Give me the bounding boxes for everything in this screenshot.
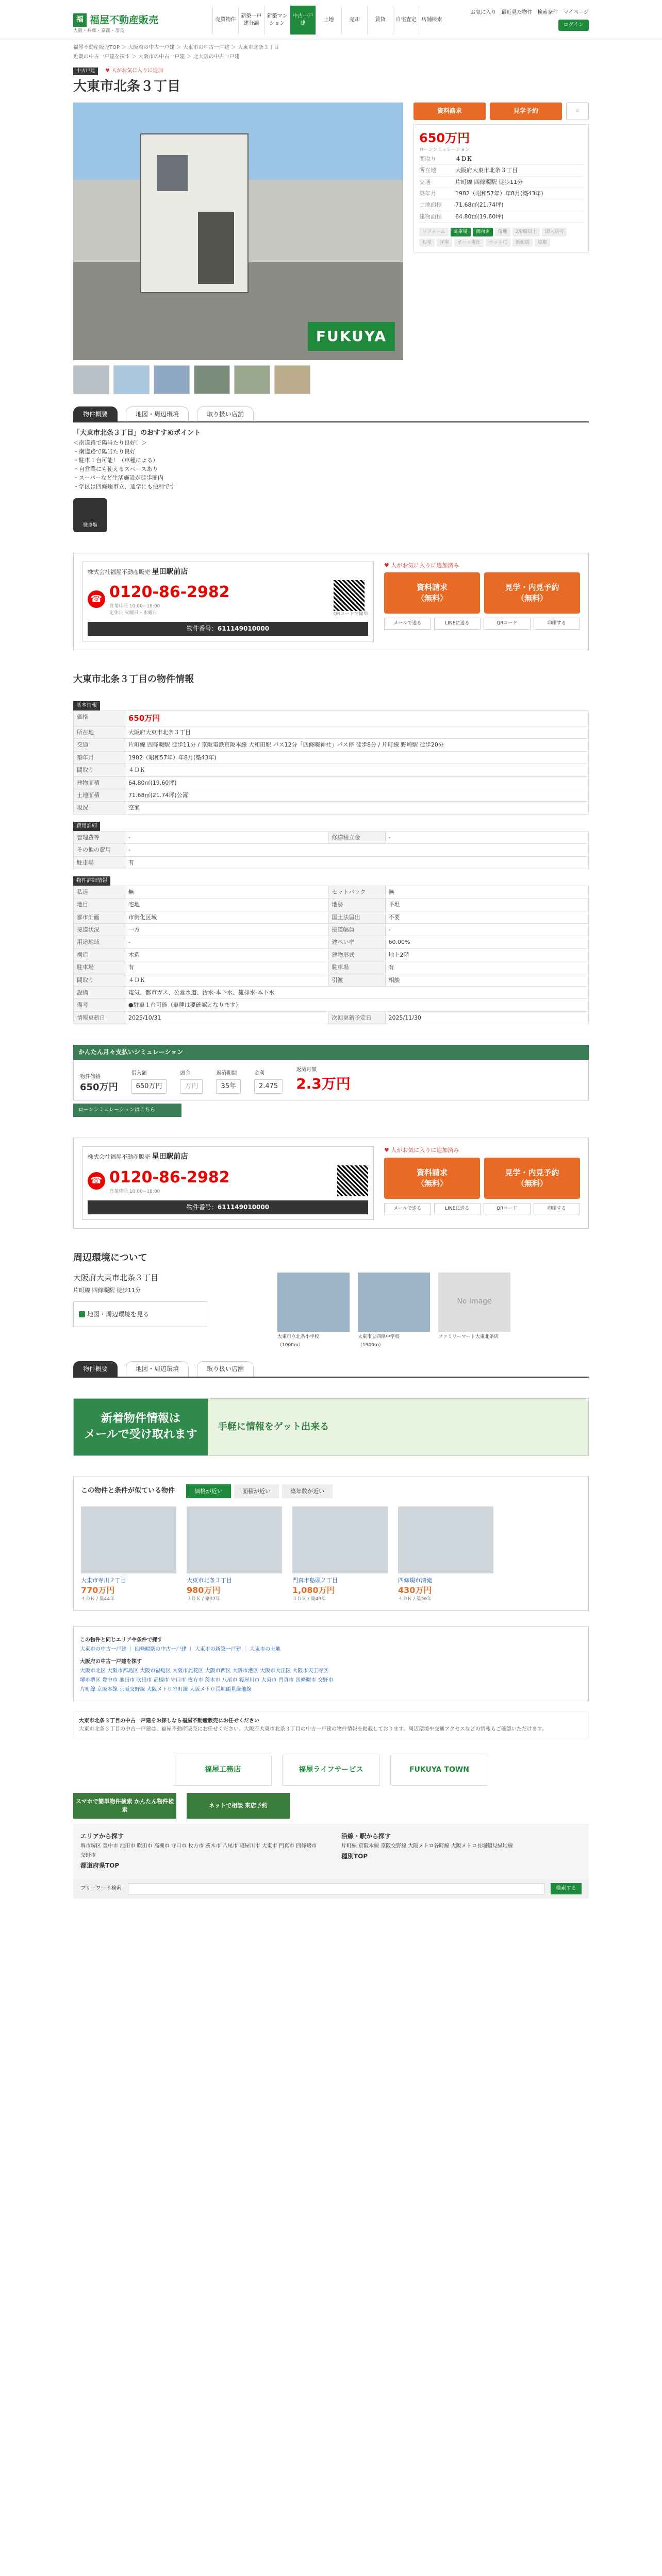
point-line: ・スーパーなど生活施設が徒歩圏内 <box>73 474 163 481</box>
nav-item-active[interactable]: 中古一戸建 <box>290 6 316 35</box>
green-banner[interactable]: ネットで相談 来店予約 <box>187 1793 290 1819</box>
tab-age[interactable]: 築年数が近い <box>282 1484 333 1498</box>
thumbnail[interactable] <box>234 365 270 394</box>
about-title: 大東市北条３丁目の中古一戸建をお探しなら福屋不動産販売にお任せください <box>79 1718 259 1724</box>
tab-map[interactable]: 地図・周辺環境 <box>126 406 189 422</box>
summary-value: 1982（昭和57年）年8月(築43年) <box>455 190 543 197</box>
loan-sim-link[interactable]: ローンシミュレーション <box>419 147 470 153</box>
detail-table <box>73 886 589 1024</box>
breadcrumb-secondary[interactable]: 近畿の中古一戸建を探す ＞ 大阪市の中古一戸建 ＞ 北大阪の中古一戸建 <box>73 54 240 60</box>
link-line[interactable]: 大阪市北区 大阪市都島区 大阪市福島区 大阪市此花区 大阪市西区 大阪市港区 大阪市大正区 大阪市天王寺区 <box>80 1668 329 1674</box>
thumbnail[interactable] <box>154 365 190 394</box>
spot-name: ファミリーマート大東北条店 <box>438 1334 499 1340</box>
breadcrumb[interactable]: 福屋不動産販売TOP ＞ 大阪府の中古一戸建 ＞ 大東市の中古一戸建 ＞ 大東市北条３丁目 <box>73 45 279 50</box>
spec-value: 空家 <box>125 802 589 814</box>
phone-icon: ☎ <box>88 590 105 608</box>
card-image <box>292 1506 388 1573</box>
qr-button[interactable]: QRコード <box>484 618 531 630</box>
related-links <box>73 1626 589 1701</box>
line-button[interactable]: LINEに送る <box>434 618 481 630</box>
feature-tag: 駐車場 <box>451 228 471 236</box>
spec-value: 不要 <box>385 911 589 923</box>
fav-note: ♥ 人がお気に入りに追加済み <box>384 1147 459 1154</box>
spec-key: 用途地域 <box>74 936 125 948</box>
spec-key: 所在地 <box>74 726 125 739</box>
spec-key: 交通 <box>74 739 125 751</box>
shop-holiday: 定休日 火曜日・水曜日 <box>109 610 157 616</box>
fnav-title: エリアから探す <box>80 1832 124 1840</box>
spec-key: その他の費用 <box>74 844 125 856</box>
banner-right: 手軽に情報をゲット出来る <box>208 1399 588 1455</box>
property-number-value: 611149010000 <box>217 1203 270 1211</box>
search-input[interactable] <box>128 1883 544 1894</box>
card-image <box>398 1506 493 1573</box>
point-line: ＜南道路で陽当たり良好！＞ <box>73 439 147 446</box>
fav-note-text: 人がお気に入りに追加済み <box>391 1147 459 1154</box>
points-heading: 「大東市北条３丁目」のおすすめポイント <box>73 429 201 437</box>
thumbnail[interactable] <box>194 365 230 394</box>
property-number-value: 611149010000 <box>217 625 270 633</box>
spec-key: 接道状況 <box>74 924 125 936</box>
feature-tag: 角地 <box>495 228 510 236</box>
spec-value: 大阪府大東市北条３丁目 <box>125 726 589 739</box>
summary-value: ４ＤＫ <box>455 155 472 162</box>
spec-value: 宅地 <box>125 899 329 911</box>
point-line: ・学区は四條畷市立、通学にも便利です <box>73 483 175 490</box>
feature-tag: ペット可 <box>486 239 510 247</box>
tab-bar <box>73 406 589 423</box>
spec-key: 駐車場 <box>328 961 385 974</box>
fav-note: ♥ 人がお気に入りに追加済み <box>384 562 459 569</box>
nav-item[interactable]: 土地 <box>316 6 341 35</box>
request-docs-button[interactable]: 資料請求 <box>413 103 486 120</box>
shop-name <box>88 567 368 578</box>
parking-icon <box>73 498 107 532</box>
nav-item[interactable]: 賃貸 <box>367 6 393 35</box>
point-line: ・駐車１台可能！（車種による） <box>73 456 158 464</box>
loan-title: かんたん月々支払いシミュレーション <box>73 1045 589 1060</box>
main-photo[interactable] <box>73 103 403 360</box>
group-banner[interactable]: 福屋工務店 <box>174 1755 272 1786</box>
loan-label: 物件価格 <box>80 1074 101 1080</box>
feature-tag: 和室 <box>419 239 435 247</box>
shop-hours: 営業時間 10:00~18:00 <box>109 1189 160 1194</box>
green-banners <box>73 1793 589 1819</box>
nav-item[interactable]: 新築一戸建分譲 <box>238 6 264 35</box>
loan-label: 金利 <box>254 1071 264 1077</box>
spec-key: 修繕積立金 <box>328 831 385 843</box>
spec-key: 情報更新日 <box>74 1011 125 1024</box>
spec-value: 有 <box>385 961 589 974</box>
loan-label: 頭金 <box>180 1071 191 1077</box>
about-text: 大東市北条３丁目の中古一戸建は、福屋不動産販売にお任せください。大阪府大東市北条３丁目の中古一戸建の物件情報を掲載しております。周辺環境や交通アクセスなどの情報もご確認いただけます。 <box>79 1726 548 1732</box>
tab-shop[interactable]: 取り扱い店舗 <box>197 1361 254 1377</box>
site-logo[interactable] <box>73 13 171 27</box>
card-name[interactable]: 大東市寺川２丁目 <box>81 1577 126 1584</box>
card-detail: ４ＤＫ / 築56年 <box>398 1596 432 1602</box>
shop-name <box>88 1152 368 1162</box>
spot-photo[interactable] <box>277 1273 350 1332</box>
feature-tag: 車庫 <box>535 239 550 247</box>
spec-key: 構造 <box>74 948 125 961</box>
feature-tag: 新耐震 <box>512 239 533 247</box>
shop-label[interactable]: 星田駅前店 <box>152 1153 188 1161</box>
spec-value: 64.80㎡(19.60坪) <box>125 776 589 789</box>
spec-key: 建物面積 <box>74 776 125 789</box>
point-line: ・自営業にも使えるスペースあり <box>73 465 158 472</box>
spec-value: - <box>125 844 589 856</box>
summary-panel <box>413 103 589 394</box>
card-name[interactable]: 四條畷市清滝 <box>398 1577 432 1584</box>
feature-tags <box>419 228 583 247</box>
loan-rate-input[interactable]: 2.475 <box>254 1079 283 1094</box>
spec-key: 設備 <box>74 987 125 999</box>
property-number-label: 物件番号： <box>186 1203 218 1211</box>
fnav-title: 都道府県TOP <box>80 1862 120 1870</box>
loan-down-input[interactable]: 万円 <box>180 1079 203 1094</box>
spec-key: 私道 <box>74 886 125 898</box>
tab-overview[interactable]: 物件概要 <box>73 406 118 422</box>
spec-key: 築年月 <box>74 751 125 764</box>
fnav-title: 種別TOP <box>341 1853 368 1860</box>
spot-no-image: No Image <box>438 1273 510 1332</box>
spot-photo[interactable] <box>358 1273 430 1332</box>
spec-key: 地勢 <box>328 899 385 911</box>
summary-value: 64.80㎡(19.60坪) <box>455 213 504 220</box>
spec-value: ●駐車１台可能（車種は要確認となります） <box>125 999 589 1011</box>
phone-icon: ☎ <box>88 1172 105 1190</box>
nav-item[interactable]: 自宅査定 <box>393 6 419 35</box>
summary-key: 土地面積 <box>419 201 442 209</box>
thumbnail[interactable] <box>274 365 310 394</box>
spec-value: 1982（昭和57年）年8月(築43年) <box>125 751 589 764</box>
spec-value: - <box>125 831 329 843</box>
page-title: 大東市北条３丁目 <box>73 79 181 95</box>
map-icon <box>79 1311 85 1317</box>
favorite-note-text: 人がお気に入りに追加 <box>111 68 163 74</box>
search-label: フリーワード検索 <box>80 1885 122 1891</box>
cost-table <box>73 831 589 869</box>
tab-map[interactable]: 地図・周辺環境 <box>126 1361 189 1377</box>
recent-link[interactable]: 最近見た物件 <box>501 10 533 15</box>
spec-value: 60.00% <box>385 936 589 948</box>
footer-search <box>73 1879 589 1899</box>
site-header <box>0 0 662 40</box>
fav-note-text: 人がお気に入りに追加済み <box>391 562 459 569</box>
print-button[interactable]: 印刷する <box>534 618 581 630</box>
tab-shop[interactable]: 取り扱い店舗 <box>197 406 254 422</box>
group-banner[interactable]: 福屋ライフサービス <box>282 1755 380 1786</box>
spec-value: ４ＤＫ <box>125 974 329 986</box>
card-price: 770万円 <box>81 1585 115 1595</box>
tab-overview[interactable]: 物件概要 <box>73 1361 118 1377</box>
favorite-button[interactable]: ☆ <box>566 103 589 120</box>
fnav-title: 沿線・駅から探す <box>341 1832 391 1840</box>
area-access: 片町線 四條畷駅 徒歩11分 <box>73 1286 141 1294</box>
shop-hours: 営業時間 10:00~18:00 <box>109 604 160 609</box>
nav-item[interactable]: 売買物件 <box>212 6 238 35</box>
summary-value: 大阪府大東市北条３丁目 <box>455 167 518 174</box>
request-docs-big-button[interactable]: 資料請求 （無料） <box>384 1158 480 1199</box>
fnav-links[interactable]: 堺市堺区 豊中市 池田市 吹田市 高槻市 守口市 枚方市 茨木市 八尾市 寝屋川市 大東市 門真市 四條畷市 交野市 <box>80 1843 317 1859</box>
tab-price[interactable]: 価格が近い <box>186 1484 231 1498</box>
property-card[interactable] <box>187 1506 282 1602</box>
summary-value: 71.68㎡(21.74坪) <box>455 201 504 209</box>
map-button[interactable] <box>73 1301 207 1327</box>
loan-sim-button[interactable]: ローンシミュレーションはこちら <box>73 1104 181 1117</box>
banner-left: 新着物件情報は メールで受け取れます <box>74 1399 208 1455</box>
logo-subtitle: 大阪・兵庫・京都・奈良 <box>73 28 125 33</box>
card-price: 1,080万円 <box>292 1585 335 1595</box>
area-name: 大阪府大東市北条３丁目 <box>73 1273 159 1282</box>
basic-label: 基本情報 <box>73 701 100 710</box>
link-line[interactable]: 片町線 京阪本線 京阪交野線 大阪メトロ谷町線 大阪メトロ長堀鶴見緑地線 <box>80 1686 252 1692</box>
map-button-label: 地図・周辺環境を見る <box>87 1310 150 1318</box>
cost-label: 費用詳細 <box>73 822 100 831</box>
loan-label: 借入額 <box>131 1071 147 1077</box>
spec-key: 間取り <box>74 764 125 776</box>
shop-prefix: 株式会社福屋不動産販売 <box>88 568 150 575</box>
category-badge: 中古戸建 <box>73 67 98 75</box>
search-button[interactable]: 検索する <box>551 1883 582 1894</box>
spec-value: 2025/11/30 <box>385 1011 589 1024</box>
spec-value: 有 <box>125 856 589 869</box>
spec-value: - <box>385 831 589 843</box>
spec-value: 有 <box>125 961 329 974</box>
area-title: 周辺環境について <box>73 1252 147 1263</box>
property-card[interactable] <box>81 1506 176 1602</box>
phone-number[interactable]: 0120-86-2982 <box>109 1168 230 1187</box>
visit-big-button[interactable]: 見学・内見予約 （無料） <box>484 1158 580 1199</box>
footer-nav <box>73 1824 589 1879</box>
spec-key: 国土法届出 <box>328 911 385 923</box>
thumbnail[interactable] <box>113 365 150 394</box>
mail-button[interactable]: メールで送る <box>384 1203 431 1215</box>
spec-value: 無 <box>385 886 589 898</box>
link-line[interactable]: 堺市堺区 豊中市 池田市 吹田市 高槻市 守口市 枚方市 茨木市 八尾市 寝屋川市 大東市 門真市 四條畷市 交野市 <box>80 1677 334 1683</box>
similar-properties <box>73 1477 589 1611</box>
property-number <box>88 1200 368 1214</box>
group-banner[interactable]: FUKUYA TOWN <box>390 1755 488 1786</box>
loan-borrow-input[interactable]: 650万円 <box>131 1079 167 1094</box>
spec-value: 一方 <box>125 924 329 936</box>
fukuya-watermark: FUKUYA <box>308 322 395 350</box>
links-title: この物件と同じエリアや条件で探す <box>80 1637 162 1643</box>
feature-tag: 即入居可 <box>542 228 567 236</box>
spec-price: 650万円 <box>125 711 589 726</box>
group-banners <box>73 1755 589 1786</box>
global-nav <box>212 6 444 35</box>
saved-search-link[interactable]: 検索条件 <box>537 10 558 15</box>
spec-value: 木造 <box>125 948 329 961</box>
spec-title: 大東市北条３丁目の物件情報 <box>73 673 194 685</box>
fnav-links[interactable]: 片町線 京阪本線 京阪交野線 大阪メトロ谷町線 大阪メトロ長堀鶴見緑地線 <box>341 1843 513 1850</box>
contact-box <box>73 553 589 650</box>
spec-key: 備考 <box>74 999 125 1011</box>
nav-item[interactable]: 店舗検索 <box>419 6 444 35</box>
spec-value: 電気、都市ガス、公営水道、汚水-本下水、雑排水-本下水 <box>125 987 589 999</box>
thumbnail-strip <box>73 365 403 394</box>
spec-key: 接道幅員 <box>328 924 385 936</box>
spot-name: 大東市立北条小学校 <box>277 1334 320 1340</box>
favorite-count-note: ♥ 人がお気に入りに追加 <box>105 68 163 74</box>
house-illustration <box>140 133 249 293</box>
spec-value: 地上2階 <box>385 948 589 961</box>
spec-key: 地目 <box>74 899 125 911</box>
point-line: ・南道路で陽当たり良好 <box>73 448 136 455</box>
spec-key: 建ぺい率 <box>328 936 385 948</box>
summary-key: 所在地 <box>419 167 436 174</box>
card-image <box>81 1506 176 1573</box>
spec-key: 駐車場 <box>74 961 125 974</box>
spec-value: 平坦 <box>385 899 589 911</box>
card-name[interactable]: 門真市島頭２丁目 <box>292 1577 338 1584</box>
spec-value: 無 <box>125 886 329 898</box>
logo-mark: 福 <box>73 13 87 27</box>
card-name[interactable]: 大東市北条３丁目 <box>187 1577 232 1584</box>
tab-area[interactable]: 面積が近い <box>234 1484 279 1498</box>
login-button[interactable]: ログイン <box>558 20 589 31</box>
qr-label: QRコードで簡単 <box>333 612 368 617</box>
basic-table <box>73 710 589 815</box>
spec-key: 価格 <box>74 711 125 726</box>
contact-box-2 <box>73 1138 589 1228</box>
spec-value: - <box>125 936 329 948</box>
loan-years-select[interactable]: 35年 <box>216 1079 241 1094</box>
card-detail: ３ＤＫ / 築49年 <box>292 1596 326 1602</box>
print-button[interactable]: 印刷する <box>534 1203 581 1215</box>
similar-title: この物件と条件が似ている物件 <box>81 1487 175 1495</box>
spec-key: セットバック <box>328 886 385 898</box>
card-price: 980万円 <box>187 1585 221 1595</box>
favorites-link[interactable]: お気に入り <box>470 10 496 15</box>
shop-prefix: 株式会社福屋不動産販売 <box>88 1154 150 1161</box>
mail-button[interactable]: メールで送る <box>384 618 431 630</box>
link-line[interactable]: 大東市の中古一戸建 ｜ 四條畷駅の中古一戸建 ｜ 大東市の新築一戸建 ｜ 大東市の土地 <box>80 1646 281 1652</box>
spec-value: 片町線 四條畷駅 徒歩11分 / 京阪電鉄京阪本線 大和田駅 バス12分「四條畷神社」バス停 徒歩8分 / 片町線 野崎駅 徒歩20分 <box>125 739 589 751</box>
property-number-label: 物件番号： <box>186 625 218 633</box>
tab-bar-bottom <box>73 1361 589 1378</box>
summary-key: 交通 <box>419 178 431 185</box>
qr-code <box>334 580 365 611</box>
spec-key: 駐車場 <box>74 856 125 869</box>
line-button[interactable]: LINEに送る <box>434 1203 481 1215</box>
loan-simulator <box>73 1060 589 1100</box>
logo-text: 福屋不動産販売 <box>90 14 159 26</box>
spec-key: 建物形式 <box>328 948 385 961</box>
feature-tag: 洋室 <box>437 239 452 247</box>
spec-key: 管理費等 <box>74 831 125 843</box>
nav-item[interactable]: 売却 <box>341 6 367 35</box>
card-detail: ４ＤＫ / 築44年 <box>81 1596 115 1602</box>
spec-value: 相談 <box>385 974 589 986</box>
parking-label: 駐車場 <box>83 523 97 529</box>
feature-tag: オール電化 <box>454 239 484 247</box>
header-links <box>470 9 589 16</box>
spec-key: 現況 <box>74 802 125 814</box>
loan-price: 650万円 <box>80 1082 118 1093</box>
loan-label: 返済月額 <box>296 1067 317 1073</box>
green-banner[interactable]: スマホで簡単物件検索 かんたん物件検索 <box>73 1793 176 1819</box>
nav-item[interactable]: 新築マンション <box>264 6 290 35</box>
spec-key: 土地面積 <box>74 789 125 801</box>
loan-label: 返済期間 <box>216 1071 237 1077</box>
feature-tag: リフォーム <box>419 228 449 236</box>
card-image <box>187 1506 282 1573</box>
summary-key: 築年月 <box>419 190 436 197</box>
feature-tag: 2沿線以上 <box>512 228 540 236</box>
spec-value: ４ＤＫ <box>125 764 589 776</box>
qr-code <box>337 1165 368 1196</box>
summary-value: 片町線 四條畷駅 徒歩11分 <box>455 178 523 185</box>
property-card[interactable] <box>292 1506 388 1602</box>
thumbnail[interactable] <box>73 365 109 394</box>
spec-value: 市街化区域 <box>125 911 329 923</box>
spec-key: 次回更新予定日 <box>328 1011 385 1024</box>
feature-tag: 南向き <box>473 228 493 236</box>
shop-label[interactable]: 星田駅前店 <box>152 567 188 576</box>
spot-distance: （1900m） <box>358 1343 384 1348</box>
spot-distance: （1000m） <box>277 1343 303 1348</box>
loan-result: 2.3万円 <box>296 1075 351 1093</box>
phone-number[interactable]: 0120-86-2982 <box>109 583 230 602</box>
qr-button[interactable]: QRコード <box>484 1203 531 1215</box>
card-detail: ３ＤＫ / 築37年 <box>187 1596 221 1602</box>
recommend-points <box>73 429 589 532</box>
visit-reserve-button[interactable]: 見学予約 <box>490 103 562 120</box>
card-price: 430万円 <box>398 1585 432 1595</box>
spec-value: 2025/10/31 <box>125 1011 329 1024</box>
property-number <box>88 622 368 636</box>
request-docs-big-button[interactable]: 資料請求 （無料） <box>384 572 480 614</box>
spec-key: 間取り <box>74 974 125 986</box>
area-section <box>73 1273 589 1349</box>
spec-key: 引渡 <box>328 974 385 986</box>
summary-key: 間取り <box>419 155 436 162</box>
price: 650万円 <box>419 130 470 145</box>
mail-banner[interactable] <box>73 1398 589 1456</box>
spec-key: 都市計画 <box>74 911 125 923</box>
spec-value: - <box>385 924 589 936</box>
summary-key: 建物面積 <box>419 213 442 220</box>
detail-label: 物件詳細情報 <box>73 876 110 886</box>
spot-name: 大東市立四條中学校 <box>358 1334 400 1340</box>
property-card[interactable] <box>398 1506 493 1602</box>
links-subtitle: 大阪府の中古一戸建を探す <box>80 1658 142 1665</box>
mypage-link[interactable]: マイページ <box>563 10 589 15</box>
about-section <box>73 1711 589 1739</box>
spec-value: 71.68㎡(21.74坪)公簿 <box>125 789 589 801</box>
visit-big-button[interactable]: 見学・内見予約 （無料） <box>484 572 580 614</box>
